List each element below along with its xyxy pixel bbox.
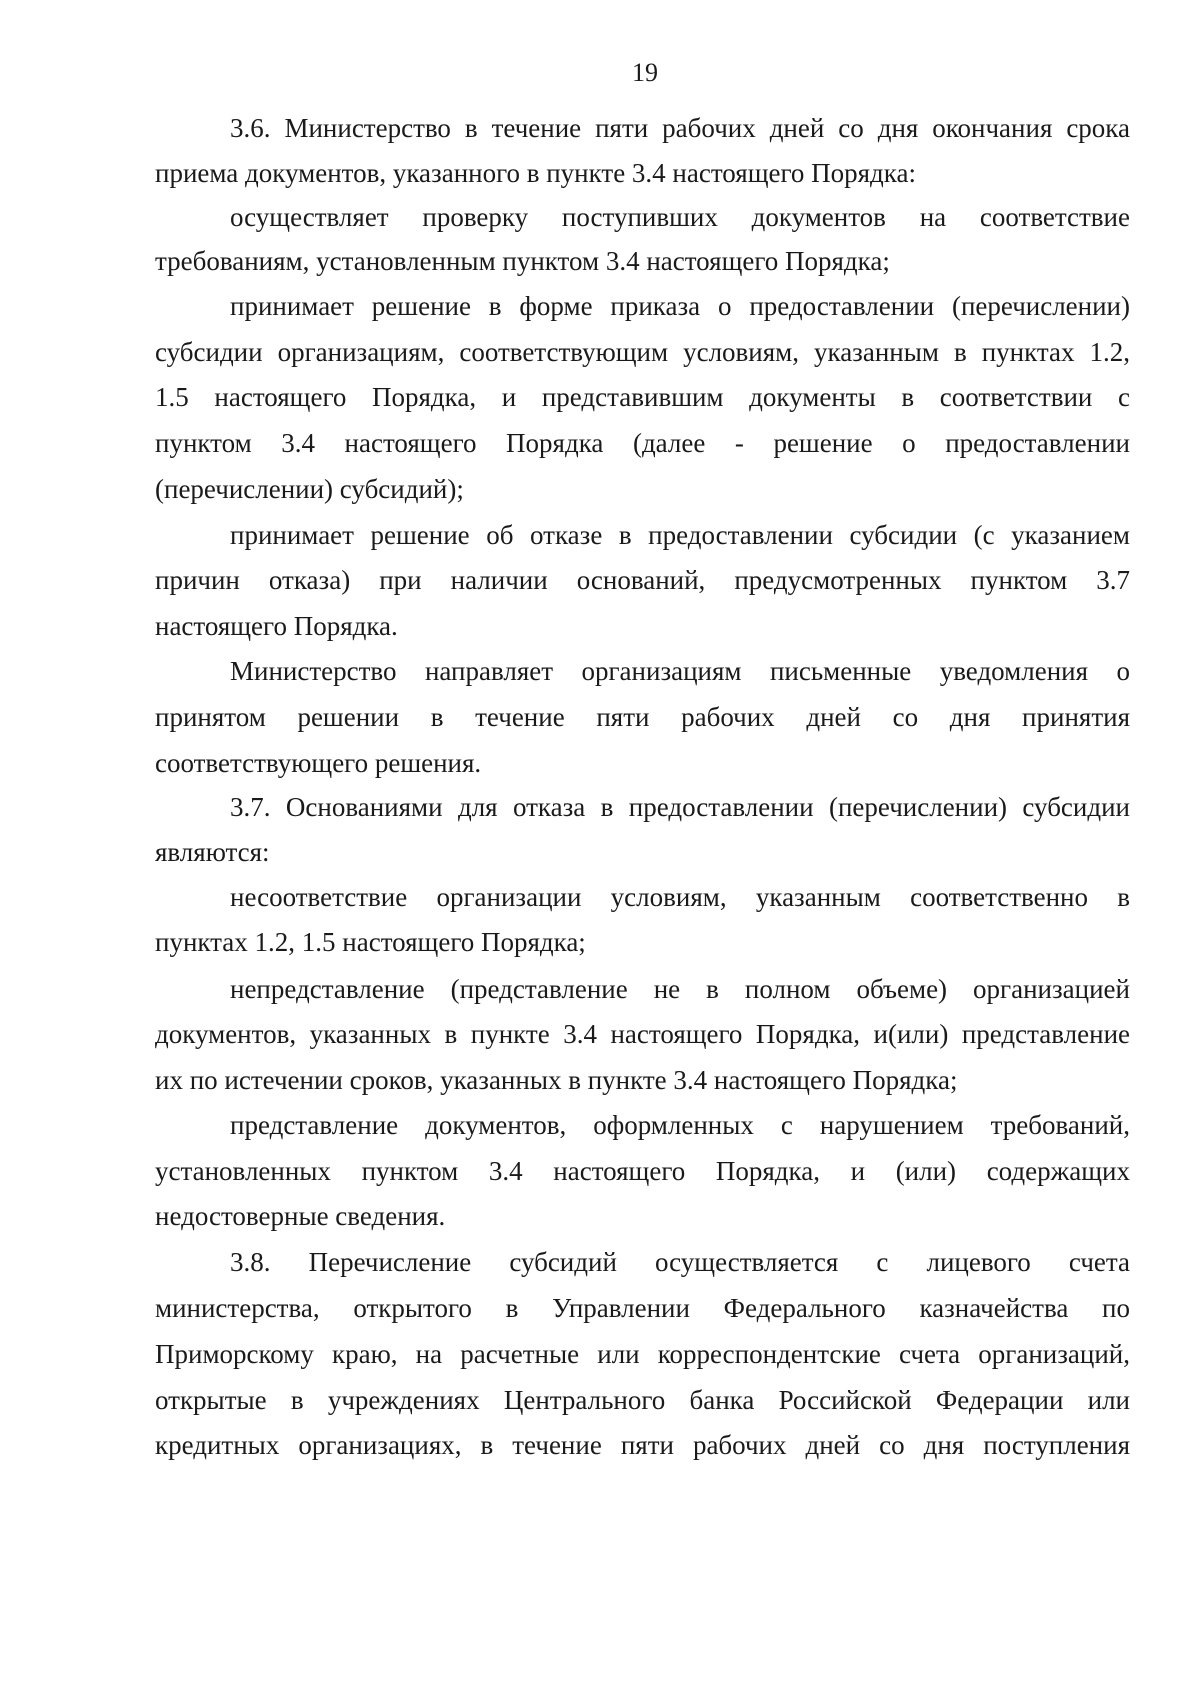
text-line: 1.5 настоящего Порядка, и представившим документы в соответствии с — [155, 382, 1130, 412]
text-line: представление документов, оформленных с нарушением требований, — [230, 1110, 1130, 1140]
text-line: несоответствие организации условиям, указанным соответственно в — [230, 882, 1130, 912]
text-line: (перечислении) субсидий); — [155, 474, 464, 504]
text-line: принятом решении в течение пяти рабочих дней со дня принятия — [155, 702, 1130, 732]
text-line: пунктом 3.4 настоящего Порядка (далее - решение о предоставлении — [155, 428, 1130, 458]
text-line: Министерство направляет организациям письменные уведомления о — [230, 656, 1130, 686]
text-line: установленных пунктом 3.4 настоящего Порядка, и (или) содержащих — [155, 1156, 1130, 1186]
text-line: требованиям, установленным пунктом 3.4 настоящего Порядка; — [155, 246, 890, 276]
text-line: документов, указанных в пункте 3.4 настоящего Порядка, и(или) представление — [155, 1019, 1130, 1049]
text-line: пунктах 1.2, 1.5 настоящего Порядка; — [155, 927, 586, 957]
text-line: министерства, открытого в Управлении Федерального казначейства по — [155, 1293, 1130, 1323]
text-line: соответствующего решения. — [155, 748, 482, 778]
text-line: настоящего Порядка. — [155, 611, 398, 641]
text-line: недостоверные сведения. — [155, 1201, 446, 1231]
text-line: принимает решение об отказе в предоставлении субсидии (с указанием — [230, 520, 1130, 550]
text-line: 3.8. Перечисление субсидий осуществляется с лицевого счета — [230, 1247, 1130, 1277]
text-line: 3.6. Министерство в течение пяти рабочих дней со дня окончания срока — [230, 113, 1130, 143]
page-number: 19 — [632, 58, 658, 87]
text-line: осуществляет проверку поступивших документов на соответствие — [230, 202, 1130, 232]
text-line: субсидии организациям, соответствующим условиям, указанным в пунктах 1.2, — [155, 337, 1130, 367]
text-line: непредставление (представление не в полном объеме) организацией — [230, 974, 1130, 1004]
text-line: кредитных организациях, в течение пяти рабочих дней со дня поступления — [155, 1430, 1130, 1460]
text-line: их по истечении сроков, указанных в пункте 3.4 настоящего Порядка; — [155, 1065, 958, 1095]
text-line: принимает решение в форме приказа о предоставлении (перечислении) — [230, 291, 1130, 321]
text-line: являются: — [155, 837, 270, 867]
text-line: приема документов, указанного в пункте 3.4 настоящего Порядка: — [155, 158, 916, 188]
text-line: открытые в учреждениях Центрального банка Российской Федерации или — [155, 1385, 1130, 1415]
text-line: причин отказа) при наличии оснований, предусмотренных пунктом 3.7 — [155, 565, 1130, 595]
text-line: Приморскому краю, на расчетные или корреспондентские счета организаций, — [155, 1339, 1130, 1369]
text-line: 3.7. Основаниями для отказа в предоставлении (перечислении) субсидии — [230, 792, 1130, 822]
